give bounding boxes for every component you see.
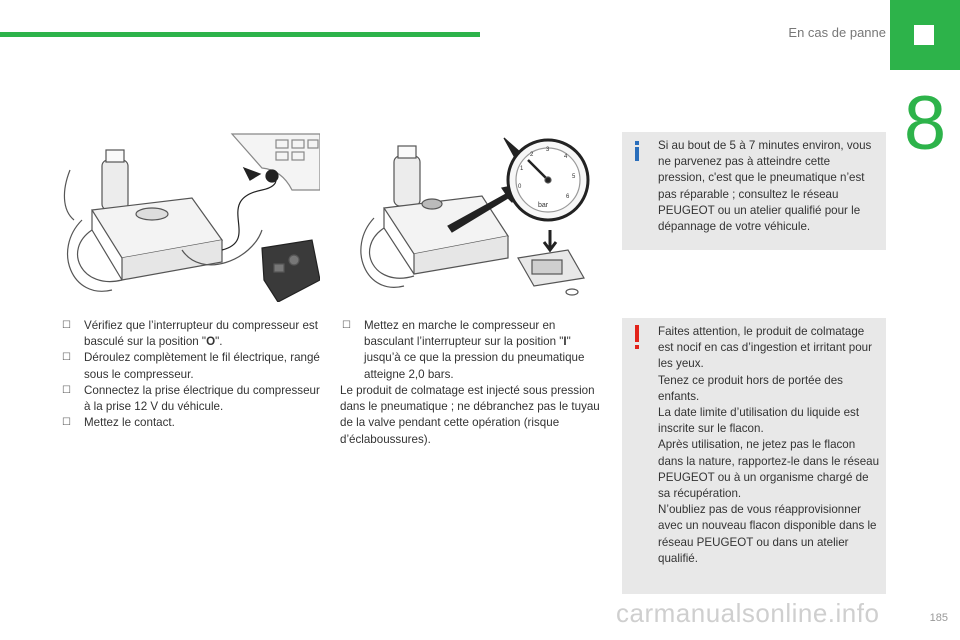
checkbox-bullet-icon: ☐ <box>342 320 351 331</box>
chapter-tab-square-icon <box>914 25 934 45</box>
info-box <box>622 132 886 250</box>
warning-box <box>622 318 886 594</box>
step-item: ☐ Déroulez complètement le fil électrique, rangé sous le compresseur. <box>62 351 320 381</box>
step-item: ☐ Connectez la prise électrique du compresseur à la prise 12 V du véhicule. <box>62 383 320 414</box>
gauge-tick-0: 0 <box>518 184 522 190</box>
watermark: carmanualsonline.info <box>616 598 880 628</box>
warning-box-text <box>658 324 880 567</box>
compressor-gauge-illustration <box>358 130 590 302</box>
checkbox-bullet-icon: ☐ <box>62 320 71 331</box>
warning-icon <box>634 325 642 349</box>
gauge-tick-2: 2 <box>530 152 534 158</box>
gauge-tick-3: 3 <box>546 147 550 153</box>
info-box-text: Si au bout de 5 à 7 minutes environ, vous ne parvenez pas à atteindre cette pression, c'est que le pneumatique n’est pas réparable ; consultez le réseau PEUGEOT ou un atelier qualifié pour le dépannage de votre véhicule. <box>658 139 872 234</box>
gauge-tick-4: 4 <box>564 154 568 160</box>
warning-line: Après utilisation, ne jetez pas le flacon dans la nature, rapportez-le dans le réseau PEUGEOT ou à un organisme chargé de sa récupération. <box>658 438 880 501</box>
step-item: ☐ Vérifiez que l’interrupteur du compresseur est basculé sur la position "O". <box>62 319 318 349</box>
chapter-tab <box>890 0 960 70</box>
compressor-connection-illustration <box>62 130 320 302</box>
checkbox-bullet-icon: ☐ <box>62 384 71 396</box>
chapter-number: 8 <box>903 81 947 166</box>
left-steps-list <box>60 318 322 431</box>
section-title: En cas de panne <box>788 25 886 40</box>
gauge-tick-5: 5 <box>572 174 576 180</box>
step-item: ☐ Mettez en marche le compresseur en basculant l’interrupteur sur la position "I" jusqu’à ce que la pression du pneumatique atteigne 2,0 bars. <box>342 319 585 381</box>
warning-line: La date limite d’utilisation du liquide est inscrite sur le flacon. <box>658 406 860 436</box>
info-icon <box>634 141 642 161</box>
warning-line: N’oubliez pas de vous réapprovisionner avec un nouveau flacon disponible dans le réseau PEUGEOT ou dans un atelier qualifié. <box>658 503 877 565</box>
header-accent-bar <box>0 32 480 37</box>
gauge-tick-1: 1 <box>520 166 524 172</box>
warning-line: Tenez ce produit hors de portée des enfants. <box>658 373 843 403</box>
warning-line: Faites attention, le produit de colmatage est nocif en cas d’ingestion et irritant pour les yeux. <box>658 325 872 371</box>
sealant-paragraph: Le produit de colmatage est injecté sous pression dans le pneumatique ; ne débranchez pas le tuyau de la valve pendant cette opération (risque d’éclaboussures). <box>340 384 600 446</box>
gauge-unit-label: bar <box>538 202 549 209</box>
middle-steps-list <box>340 318 604 383</box>
step-item: ☐ Mettez le contact. <box>60 415 322 431</box>
checkbox-bullet-icon: ☐ <box>62 417 71 429</box>
gauge-tick-6: 6 <box>566 194 570 200</box>
page-number: 185 <box>929 612 948 624</box>
checkbox-bullet-icon: ☐ <box>62 352 71 364</box>
